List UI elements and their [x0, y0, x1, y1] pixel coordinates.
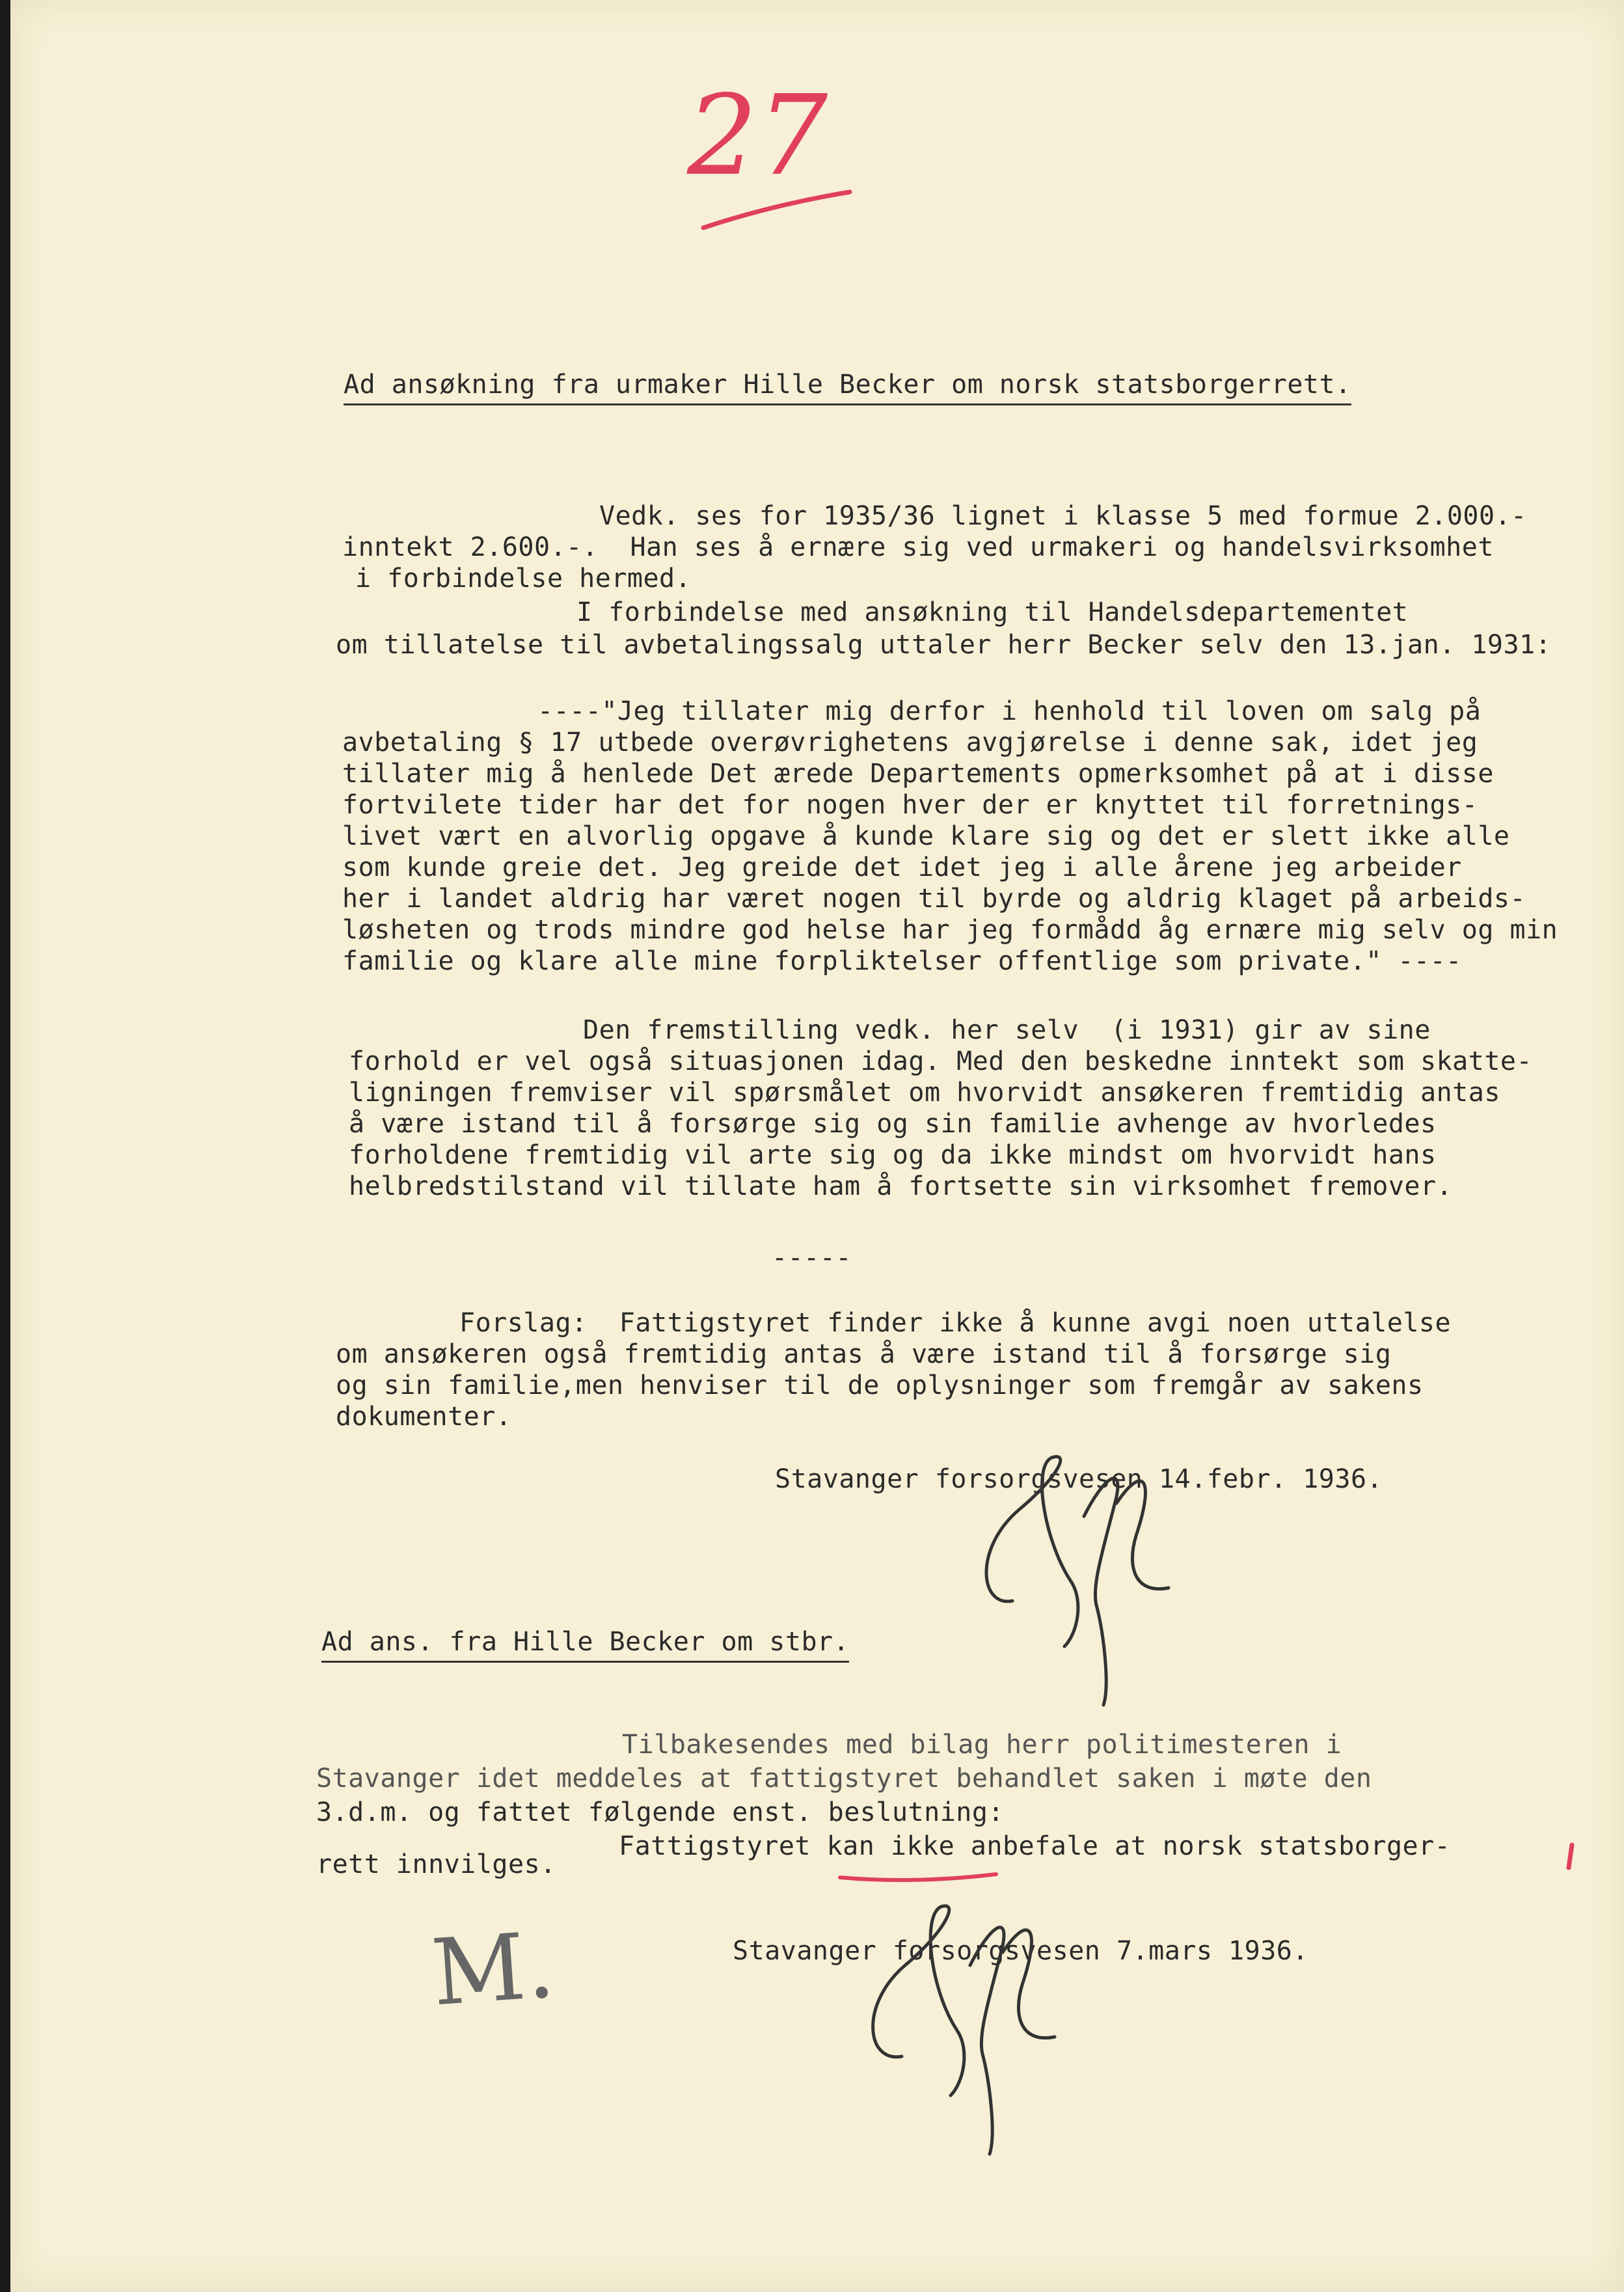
- quote-line: familie og klare alle mine forpliktelser offentlige som private." ----: [342, 946, 1462, 976]
- page-number-underline: [700, 189, 856, 241]
- memo2-title: Ad ans. fra Hille Becker om stbr.: [321, 1627, 849, 1663]
- assessment-line: ligningen fremviser vil spørsmålet om hvorvidt ansøkeren fremtidig antas: [349, 1078, 1500, 1108]
- memo1-line: i forbindelse hermed.: [355, 564, 692, 593]
- proposal-line: og sin familie,men henviser til de oplysninger som fremgår av sakens: [336, 1371, 1424, 1400]
- proposal-line: Forslag: Fattigstyret finder ikke å kunne avgi noen uttalelse: [459, 1308, 1452, 1338]
- quote-line: ----"Jeg tillater mig derfor i henhold til loven om salg på: [537, 696, 1482, 726]
- page-number: 27: [687, 72, 828, 200]
- quote-line: som kunde greie det. Jeg greide det idet jeg i alle årene jeg arbeider: [342, 853, 1462, 882]
- margin-initial: M.: [428, 1912, 559, 2027]
- memo2-line: Tilbakesendes med bilag herr politimesteren i: [622, 1730, 1342, 1760]
- separator: -----: [772, 1243, 852, 1273]
- memo2-line: 3.d.m. og fattet følgende enst. beslutning:: [316, 1797, 1005, 1827]
- memo2-line: Fattigstyret kan ikke anbefale at norsk statsborger-: [619, 1831, 1451, 1861]
- memo2-place-date: Stavanger forsorgsvesen 7.mars 1936.: [733, 1936, 1308, 1966]
- document-page: [10, 0, 1624, 2292]
- memo1-line: Vedk. ses for 1935/36 lignet i klasse 5 med formue 2.000.-: [599, 501, 1527, 531]
- memo1-line: om tillatelse til avbetalingssalg uttaler herr Becker selv den 13.jan. 1931:: [336, 630, 1552, 660]
- assessment-line: å være istand til å forsørge sig og sin familie avhenge av hvorledes: [349, 1109, 1437, 1139]
- memo1-line: I forbindelse med ansøkning til Handelsdepartementet: [576, 597, 1409, 627]
- quote-line: løsheten og trods mindre god helse har jeg formådd åg ernære mig selv og min: [342, 915, 1558, 945]
- memo1-line: inntekt 2.600.-. Han ses å ernære sig ved urmakeri og handelsvirksomhet: [342, 532, 1494, 562]
- assessment-line: Den fremstilling vedk. her selv (i 1931) gir av sine: [583, 1015, 1431, 1045]
- assessment-line: forhold er vel også situasjonen idag. Med den beskedne inntekt som skatte-: [349, 1046, 1533, 1076]
- quote-line: her i landet aldrig har været nogen til byrde og aldrig klaget på arbeids-: [342, 884, 1526, 914]
- memo1-place-date: Stavanger forsorgsvesen 14.febr. 1936.: [775, 1464, 1383, 1494]
- signature: [856, 1881, 1064, 2161]
- assessment-line: forholdene fremtidig vil arte sig og da ikke mindst om hvorvidt hans: [349, 1140, 1437, 1170]
- proposal-line: om ansøkeren også fremtidig antas å være istand til å forsørge sig: [336, 1339, 1392, 1369]
- quote-line: avbetaling § 17 utbede overøvrighetens avgjørelse i denne sak, idet jeg: [342, 728, 1478, 757]
- proposal-line: dokumenter.: [336, 1402, 512, 1432]
- quote-line: fortvilete tider har det for nogen hver der er knyttet til forretnings-: [342, 790, 1478, 820]
- red-mark: [1562, 1842, 1582, 1874]
- quote-line: livet vært en alvorlig opgave å kunde klare sig og det er slett ikke alle: [342, 821, 1510, 851]
- memo2-line: Stavanger idet meddeles at fattigstyret behandlet saken i møte den: [316, 1764, 1372, 1794]
- memo1-title: Ad ansøkning fra urmaker Hille Becker om norsk statsborgerrett.: [344, 370, 1351, 405]
- memo2-line: rett innvilges.: [316, 1849, 556, 1879]
- quote-line: tillater mig å henlede Det ærede Departements opmerksomhet på at i disse: [342, 759, 1494, 789]
- assessment-line: helbredstilstand vil tillate ham å fortsette sin virksomhet fremover.: [349, 1171, 1453, 1201]
- signature: [973, 1438, 1182, 1712]
